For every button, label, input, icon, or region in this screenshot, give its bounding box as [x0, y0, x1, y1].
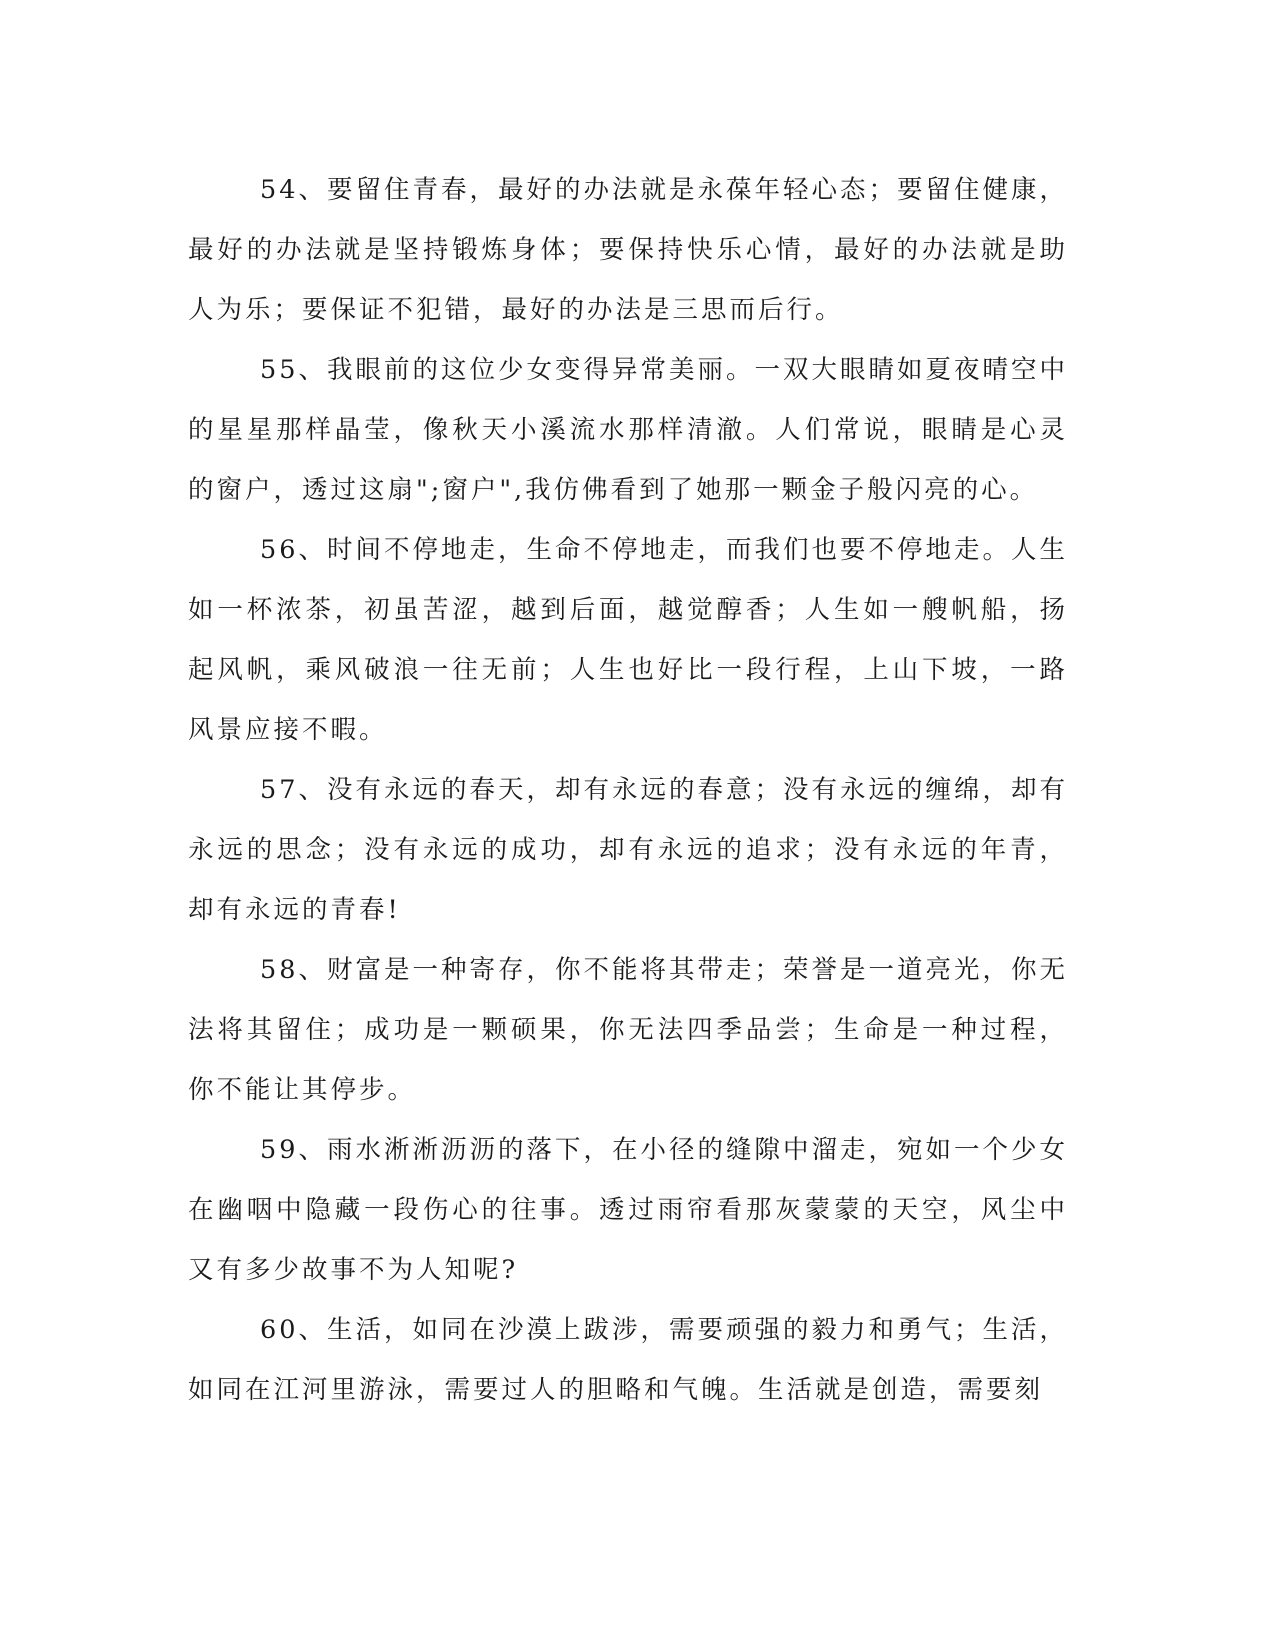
- paragraph-55: 55、我眼前的这位少女变得异常美丽。一双大眼睛如夏夜晴空中的星星那样晶莹，像秋天小溪流水那样清澈。人们常说，眼睛是心灵的窗户，透过这扇";窗户",我仿佛看到了她那一颗金子般闪亮的心。: [188, 355, 1068, 505]
- document-body: [188, 160, 1068, 1420]
- paragraph-56: 56、时间不停地走，生命不停地走，而我们也要不停地走。人生如一杯浓茶，初虽苦涩，越到后面，越觉醇香；人生如一艘帆船，扬起风帆，乘风破浪一往无前；人生也好比一段行程，上山下坡，一路风景应接不暇。: [188, 535, 1068, 745]
- paragraph-58: 58、财富是一种寄存，你不能将其带走；荣誉是一道亮光，你无法将其留住；成功是一颗硕果，你无法四季品尝；生命是一种过程，你不能让其停步。: [188, 955, 1068, 1105]
- paragraph-57: 57、没有永远的春天，却有永远的春意；没有永远的缠绵，却有永远的思念；没有永远的成功，却有永远的追求；没有永远的年青，却有永远的青春!: [188, 775, 1068, 925]
- paragraph-59: 59、雨水淅淅沥沥的落下，在小径的缝隙中溜走，宛如一个少女在幽咽中隐藏一段伤心的往事。透过雨帘看那灰蒙蒙的天空，风尘中又有多少故事不为人知呢?: [188, 1135, 1068, 1285]
- paragraph-54: 54、要留住青春，最好的办法就是永葆年轻心态；要留住健康，最好的办法就是坚持锻炼身体；要保持快乐心情，最好的办法就是助人为乐；要保证不犯错，最好的办法是三思而后行。: [188, 175, 1068, 325]
- paragraph-60: 60、生活，如同在沙漠上跋涉，需要顽强的毅力和勇气；生活，如同在江河里游泳，需要过人的胆略和气魄。生活就是创造，需要刻: [188, 1315, 1068, 1405]
